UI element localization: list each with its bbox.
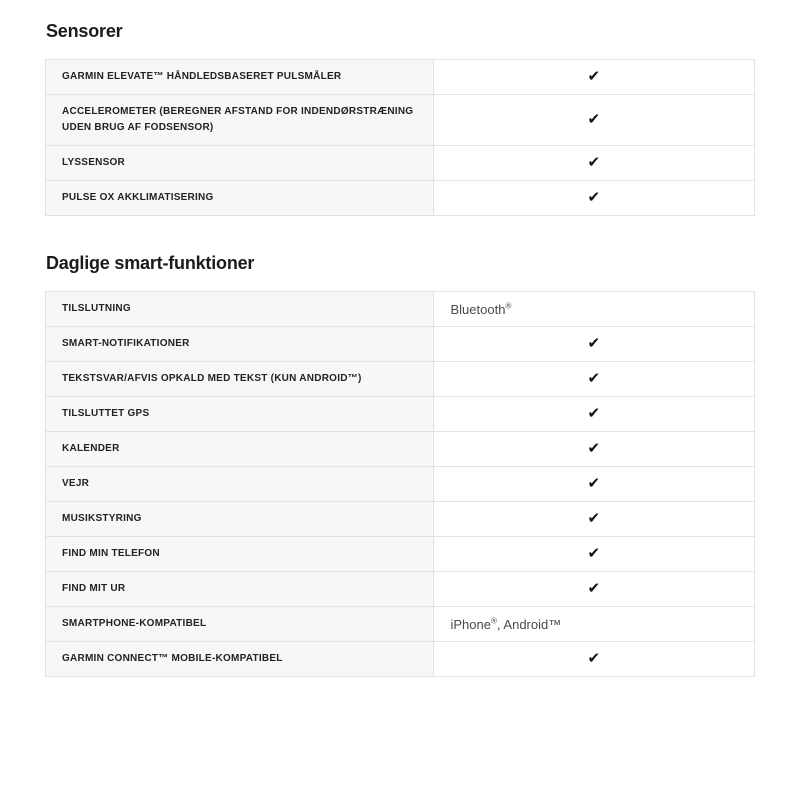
spec-value [433,95,755,146]
check-icon: ✔ [587,439,601,457]
check-icon: ✔ [587,404,601,422]
spec-label: ACCELEROMETER (BEREGNER AFSTAND FOR INDENDØRSTRÆNING UDEN BRUG AF FODSENSOR) [46,95,434,146]
table-row [46,292,755,327]
spec-label: SMART-NOTIFIKATIONER [46,327,434,362]
table-row [46,362,755,397]
table-row [46,467,755,502]
table-row [46,537,755,572]
spec-table-body [46,292,755,677]
spec-label: MUSIKSTYRING [46,502,434,537]
spec-section [45,253,755,677]
check-icon: ✔ [587,153,601,171]
table-row [46,60,755,95]
check-icon: ✔ [587,67,601,85]
table-row [46,502,755,537]
spec-value [433,502,755,537]
spec-value [433,397,755,432]
spec-value: Bluetooth® [433,292,755,327]
table-row [46,327,755,362]
spec-label: FIND MIT UR [46,572,434,607]
spec-table [45,291,755,677]
spec-label: PULSE OX AKKLIMATISERING [46,181,434,216]
check-icon: ✔ [587,649,601,667]
spec-value [433,146,755,181]
spec-label: KALENDER [46,432,434,467]
spec-label: TILSLUTTET GPS [46,397,434,432]
spec-label: FIND MIN TELEFON [46,537,434,572]
spec-table-body [46,60,755,216]
spec-label: VEJR [46,467,434,502]
table-row [46,572,755,607]
spec-label: GARMIN CONNECT™ MOBILE-KOMPATIBEL [46,642,434,677]
check-icon: ✔ [587,474,601,492]
table-row [46,95,755,146]
spec-value [433,181,755,216]
check-icon: ✔ [587,369,601,387]
spec-value [433,572,755,607]
table-row [46,607,755,642]
table-row [46,642,755,677]
spec-label: LYSSENSOR [46,146,434,181]
table-row [46,432,755,467]
table-row [46,397,755,432]
spec-value [433,60,755,95]
spec-value: iPhone®, Android™ [433,607,755,642]
check-icon: ✔ [587,188,601,206]
check-icon: ✔ [587,110,601,128]
spec-label: TILSLUTNING [46,292,434,327]
spec-value [433,327,755,362]
spec-label: TEKSTSVAR/AFVIS OPKALD MED TEKST (KUN ANDROID™) [46,362,434,397]
spec-table [45,59,755,216]
spec-value [433,362,755,397]
section-heading: Daglige smart-funktioner [46,253,255,273]
table-row [46,181,755,216]
spec-value [433,642,755,677]
spec-section [45,21,755,216]
spec-value [433,432,755,467]
spec-label: GARMIN ELEVATE™ HÅNDLEDSBASERET PULSMÅLER [46,60,434,95]
spec-value [433,537,755,572]
check-icon: ✔ [587,544,601,562]
spec-label: SMARTPHONE-KOMPATIBEL [46,607,434,642]
section-heading: Sensorer [46,21,123,41]
check-icon: ✔ [587,509,601,527]
check-icon: ✔ [587,334,601,352]
table-row [46,146,755,181]
spec-value [433,467,755,502]
check-icon: ✔ [587,579,601,597]
